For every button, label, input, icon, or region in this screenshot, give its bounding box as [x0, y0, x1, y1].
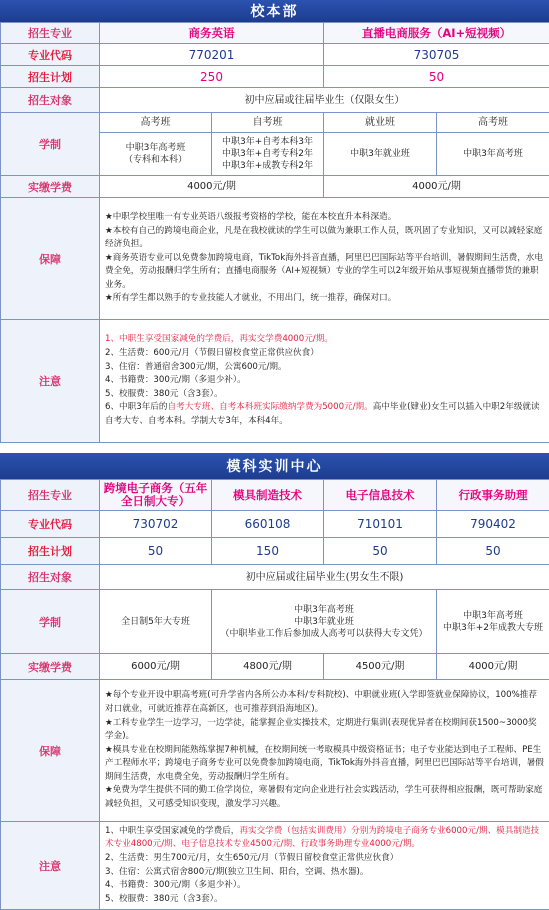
system-line: 中职3年高考班 — [125, 143, 186, 153]
campus-system-head-1: 高考班 — [100, 113, 212, 133]
note-item: 4、书籍费：300元/期（多退少补）。 — [105, 375, 246, 386]
campus-fee-1: 4000元/期 — [100, 176, 324, 198]
campus-plan-1: 250 — [100, 66, 324, 88]
system-line: （专科和本科） — [123, 155, 187, 165]
practice-label-target: 招生对象 — [1, 565, 100, 590]
practice-row-system — [1, 590, 549, 654]
practice-row-guarantee — [1, 680, 549, 822]
note-item: 1、中职生享受国家减免的学费后，再实交学费4000元/期。 — [105, 334, 333, 345]
practice-row-fee — [1, 654, 549, 680]
practice-title: 模科实训中心 — [226, 459, 323, 475]
practice-label-code: 专业代码 — [1, 511, 100, 538]
note-item: 5、校服费：380元（含3套）。 — [105, 388, 223, 399]
practice-fee-1: 6000元/期 — [100, 654, 212, 680]
campus-label-guarantee: 保障 — [1, 198, 100, 320]
campus-code-1: 770201 — [100, 44, 324, 66]
campus-title: 校本部 — [250, 4, 299, 20]
practice-guarantee — [100, 680, 549, 822]
campus-code-2: 730705 — [324, 44, 549, 66]
system-line: 中职3年高考班 — [294, 604, 354, 615]
campus-row-system-head — [1, 113, 549, 133]
system-line: （中职毕业工作后参加成人高考可以获得大专文凭） — [220, 628, 428, 639]
note-item: 3、住宿：公寓式宿舍800元/期(独立卫生间、阳台，空调、热水器)。 — [105, 866, 369, 877]
campus-label-system: 学制 — [1, 113, 100, 176]
campus-fee-2: 4000元/期 — [324, 176, 549, 198]
note-text: 1、中职生享受国家减免的学费后， — [105, 825, 240, 836]
note-item — [105, 825, 544, 852]
practice-code-4: 790402 — [437, 511, 549, 538]
campus-system-head-3: 就业班 — [324, 113, 437, 133]
campus-row-notes — [1, 320, 549, 443]
practice-row-notes — [1, 822, 549, 910]
guarantee-item: ★所有学生都以熟手的专业技能人才就业，不用出门，统一推荐，确保对口。 — [105, 293, 397, 304]
campus-label-code: 专业代码 — [1, 44, 100, 66]
campus-major-1: 商务英语 — [100, 23, 324, 44]
guarantee-item: ★免费为学生提供不同的勤工俭学岗位，寒暑假有定向企业进行社会实践活动，学生可获得相应报酬，既可帮助家庭减轻负担，又可感受知识变现，激发学习兴趣。 — [105, 785, 543, 810]
note-highlight: 自考大专班、自考本科班实际缴纳学费为5000元/期。 — [167, 402, 373, 413]
note-text: 高中毕业(肄业)女生可以插入中职2年级就读自考大专、自考本科。学制大专3年，本科4年。 — [105, 402, 540, 426]
practice-code-3: 710101 — [324, 511, 437, 538]
practice-label-plan: 招生计划 — [1, 538, 100, 565]
practice-code-2: 660108 — [212, 511, 324, 538]
campus-row-fee — [1, 176, 549, 198]
practice-major-4: 行政事务助理 — [437, 480, 549, 511]
system-line: 中职3年+成教专科2年 — [222, 161, 313, 171]
campus-system-cell-4 — [437, 133, 549, 176]
campus-major-2: 直播电商服务（AI+短视频） — [324, 23, 549, 44]
campus-system-head-2: 自考班 — [212, 113, 324, 133]
guarantee-item: ★本校有自己的跨境电商企业，凡是在我校就读的学生可以做为兼职工作人员，既巩固了专业知识，又可以减轻家庭经济负担。 — [105, 225, 543, 250]
guarantee-item: ★每个专业开设中职高考班(可升学省内各所公办本科/专科院校)、中职就业班(入学即签就业保障协议，100%推荐对口就业，可就近推荐在高新区，也可推荐到沿海地区)。 — [105, 690, 537, 714]
campus-target: 初中应届或往届毕业生（仅限女生） — [100, 88, 549, 113]
practice-label-fee: 实缴学费 — [1, 654, 100, 680]
guarantee-item: ★中职学校里唯一有专业英语八级报考资格的学校，能在本校直升本科深造。 — [105, 211, 397, 222]
practice-fee-4: 4000元/期 — [437, 654, 549, 680]
campus-system-cell-1 — [100, 133, 212, 176]
guarantee-item: ★模具专业在校期间能熟练掌握7种机械，在校期间统一考取模具中级资格证书；电子专业能达到电子工程师、PE生产工程师水平；跨境电子商务专业可以免费参加跨境电商，TikTok海外抖音直播，阿里巴巴国际站等平台培训，暑假期间生活费，水电费全免，劳动报酬归学生所有。 — [105, 744, 544, 782]
practice-plan-3: 50 — [324, 538, 437, 565]
campus-label-target: 招生对象 — [1, 88, 100, 113]
practice-fee-3: 4500元/期 — [324, 654, 437, 680]
practice-row-target — [1, 565, 549, 590]
practice-system-cell-2 — [212, 590, 437, 654]
practice-major-2: 模具制造技术 — [212, 480, 324, 511]
practice-major-1: 跨境电子商务（五年全日制大专） — [100, 480, 212, 511]
note-item: 2、生活费：600元/月（节假日留校食堂正常供应伙食） — [105, 348, 319, 359]
note-highlight: 再实交学费（包括实训费用）分别为跨境电子商务专业6000元/期、模具制造技术专业4800元/期、电子信息技术专业4500元/期、行政事务助理专业4000元/期。 — [105, 825, 540, 850]
system-line: 中职3年+自考专科2年 — [222, 149, 313, 159]
practice-label-major: 招生专业 — [1, 480, 100, 511]
practice-row-plan — [1, 538, 549, 565]
practice-row-code — [1, 511, 549, 538]
system-line: 中职3年+2年成教大专班 — [443, 622, 543, 633]
practice-target: 初中应届或往届毕业生(男女生不限) — [100, 565, 549, 590]
system-line: 中职3年高考班 — [463, 610, 523, 621]
campus-system-cell-2 — [212, 133, 324, 176]
campus-row-code — [1, 44, 549, 66]
practice-system-cell-1 — [100, 590, 212, 654]
note-item: 2、生活费：男生700元/月，女生650元/月（节假日留校食堂正常供应伙食） — [105, 852, 399, 863]
practice-system-cell-3 — [437, 590, 549, 654]
campus-guarantee — [100, 198, 549, 320]
note-item: 4、书籍费：300元/期（多退少补）。 — [105, 880, 246, 891]
campus-row-guarantee — [1, 198, 549, 320]
note-text: 6、中职3年后的 — [105, 402, 168, 413]
campus-system-head-4: 高考班 — [437, 113, 549, 133]
campus-notes — [100, 320, 549, 443]
campus-row-plan — [1, 66, 549, 88]
practice-major-3: 电子信息技术 — [324, 480, 437, 511]
system-line: 中职3年+自考本科3年 — [222, 137, 313, 147]
practice-label-guarantee: 保障 — [1, 680, 100, 822]
campus-system-cell-3 — [324, 133, 437, 176]
campus-label-fee: 实缴学费 — [1, 176, 100, 198]
note-item — [105, 401, 544, 428]
practice-plan-4: 50 — [437, 538, 549, 565]
practice-plan-2: 150 — [212, 538, 324, 565]
practice-plan-1: 50 — [100, 538, 212, 565]
practice-fee-2: 4800元/期 — [212, 654, 324, 680]
system-line: 中职3年高考班 — [463, 149, 523, 159]
practice-notes — [100, 822, 549, 910]
system-line: 中职3年就业班 — [294, 616, 354, 627]
campus-row-major — [1, 23, 549, 44]
note-item: 3、住宿：普通宿舍300元/期，公寓600元/期。 — [105, 361, 287, 372]
practice-table — [0, 479, 549, 910]
campus-table — [0, 22, 549, 443]
system-line: 中职3年就业班 — [350, 149, 410, 159]
system-line: 全日制5年大专班 — [121, 616, 190, 627]
campus-label-major: 招生专业 — [1, 23, 100, 44]
practice-label-notes: 注意 — [1, 822, 100, 910]
guarantee-item: ★工科专业学生一边学习，一边学徒，能掌握企业实操技术，定期进行集训(表现优异者在校期间获1500~3000奖学金)。 — [105, 717, 537, 742]
practice-code-1: 730702 — [100, 511, 212, 538]
practice-row-major — [1, 480, 549, 511]
guarantee-item: ★商务英语专业可以免费参加跨境电商，TikTok海外抖音直播，阿里巴巴国际站等平台培训，暑假期间生活费，水电费全免，劳动报酬归学生所有；直播电商服务（AI+短视频）专业的学生可以2年级开始从事短视频直播带货的兼职业务。 — [105, 252, 543, 290]
practice-label-system: 学制 — [1, 590, 100, 654]
campus-label-plan: 招生计划 — [1, 66, 100, 88]
campus-label-notes: 注意 — [1, 320, 100, 443]
campus-row-target — [1, 88, 549, 113]
campus-plan-2: 50 — [324, 66, 549, 88]
campus-banner — [0, 0, 549, 22]
practice-banner — [0, 453, 549, 479]
note-item: 5、校服费：380元（含3套）。 — [105, 893, 223, 904]
